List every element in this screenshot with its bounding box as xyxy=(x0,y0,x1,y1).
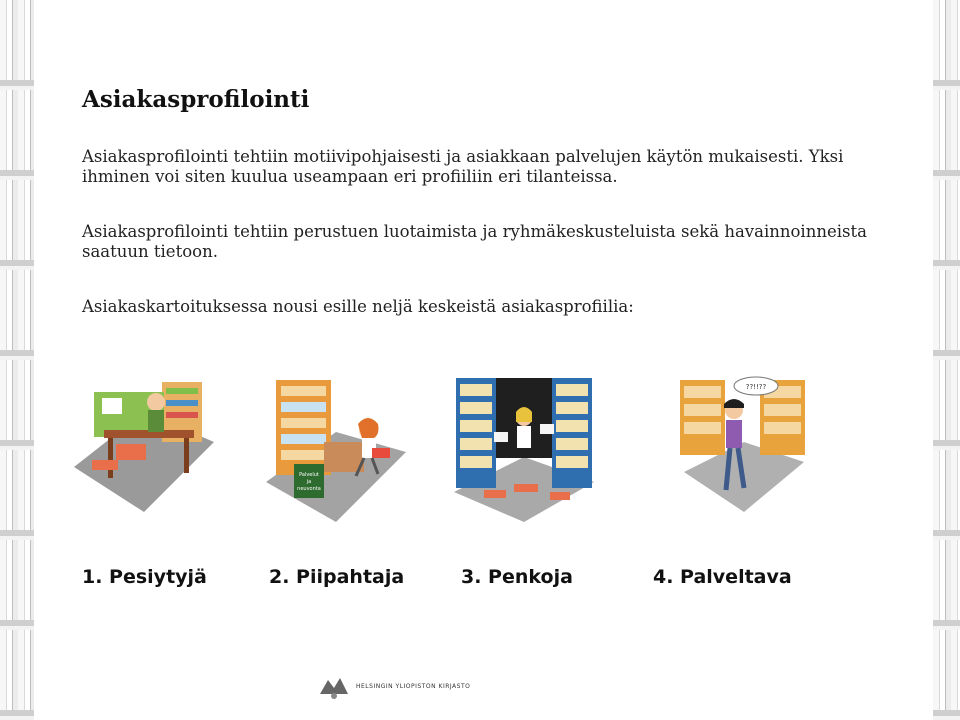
nester-illustration xyxy=(74,372,214,522)
bookshelf-left-decoration xyxy=(0,0,34,720)
served-customer-illustration xyxy=(674,372,814,522)
svg-text:neuvonta: neuvonta xyxy=(297,486,321,492)
profile-caption-nester: 1. Pesiytyjä xyxy=(82,566,207,588)
paragraph-methods: Asiakasprofilointi tehtiin perustuen luotaimista ja ryhmäkeskusteluista sekä havainnoinneista saatuun tietoon. xyxy=(82,222,867,261)
profile-caption-rummager: 3. Penkoja xyxy=(461,566,573,588)
library-emblem-icon xyxy=(314,672,354,702)
library-logo xyxy=(314,672,494,702)
bookshelf-right-decoration xyxy=(933,0,960,720)
profile-caption-served: 4. Palveltava xyxy=(653,566,792,588)
svg-text:ja: ja xyxy=(306,479,312,485)
slide-title: Asiakasprofilointi xyxy=(82,86,310,113)
slide xyxy=(34,0,933,720)
rummager-illustration xyxy=(454,372,594,522)
question-bubble-text: ??!!?? xyxy=(745,383,767,391)
paragraph-intro-profiles: Asiakaskartoituksessa nousi esille neljä keskeistä asiakasprofiilia: xyxy=(82,297,634,316)
profile-caption-dropper-in: 2. Piipahtaja xyxy=(269,566,405,588)
service-sign-text: Palvelut xyxy=(299,472,319,478)
dropper-in-illustration xyxy=(266,372,406,522)
library-logo-text: HELSINGIN YLIOPISTON KIRJASTO xyxy=(356,683,471,690)
paragraph-motivation: Asiakasprofilointi tehtiin motiivipohjaisesti ja asiakkaan palvelujen käytön mukaisesti. Yksi ihminen voi siten kuulua useampaan eri profiiliin eri tilanteissa. xyxy=(82,147,844,186)
